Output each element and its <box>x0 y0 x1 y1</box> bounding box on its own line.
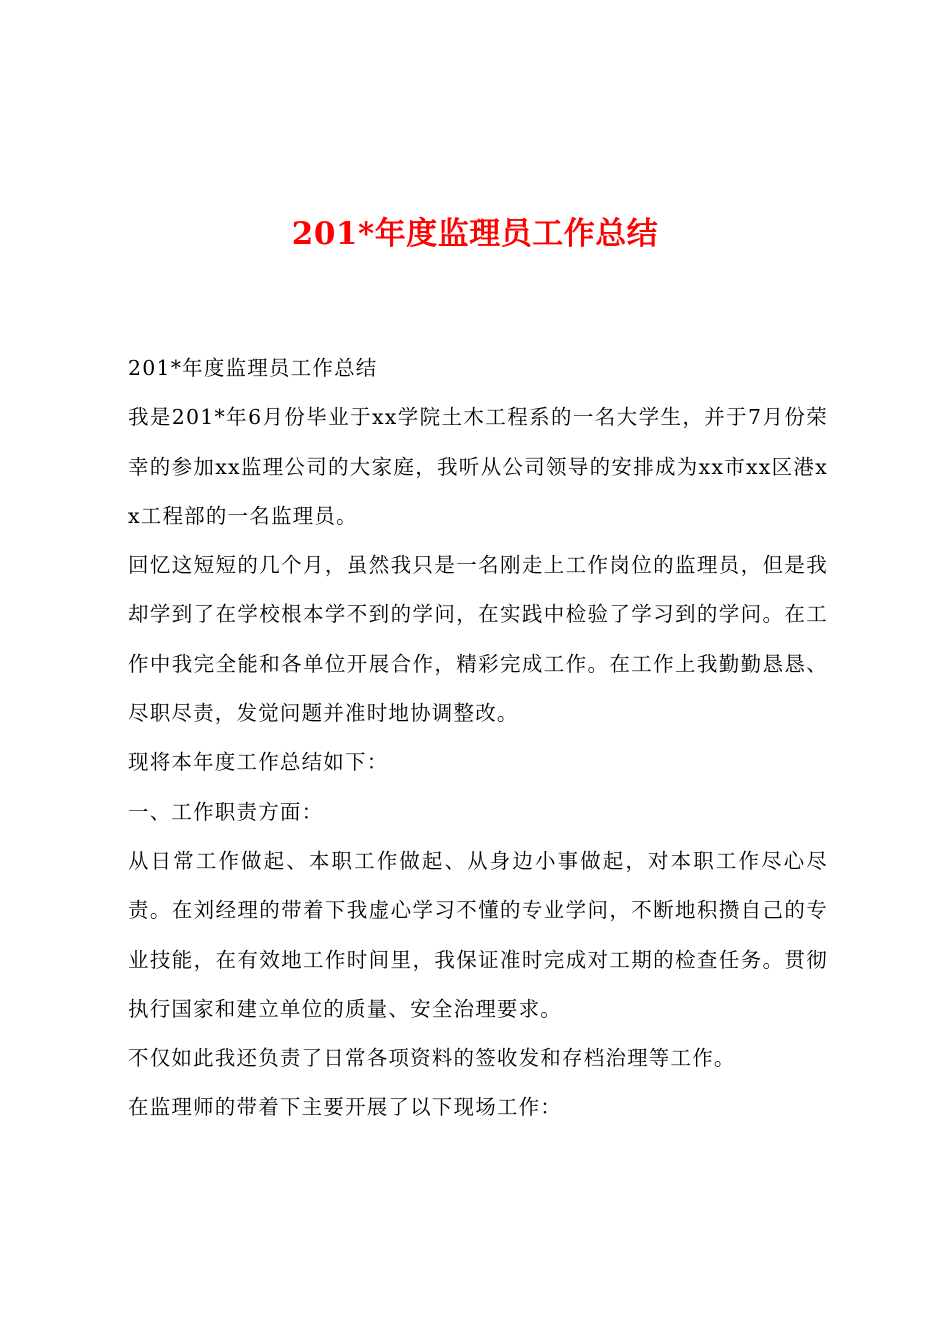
paragraph-introduction: 我是201*年6月份毕业于xx学院土木工程系的一名大学生，并于7月份荣幸的参加xx监理公司的大家庭，我听从公司领导的安排成为xx市xx区港xx工程部的一名监理员。 <box>128 405 828 528</box>
paragraph-summary-lead: 现将本年度工作总结如下： <box>128 750 389 775</box>
paragraph-duties: 从日常工作做起、本职工作做起、从身边小事做起，对本职工作尽心尽责。在刘经理的带着下我虚心学习不懂的专业学问，不断地积攒自己的专业技能，在有效地工作时间里，我保证准时完成对工期的检查任务。贯彻执行国家和建立单位的质量、安全治理要求。 <box>128 848 828 1021</box>
paragraph-site-work-lead: 在监理师的带着下主要开展了以下现场工作： <box>128 1095 562 1120</box>
document-title: 201*年度监理员工作总结 <box>291 216 659 252</box>
paragraph-subtitle: 201*年度监理员工作总结 <box>128 356 378 380</box>
paragraph-documents: 不仅如此我还负责了日常各项资料的签收发和存档治理等工作。 <box>128 1046 736 1071</box>
document-body <box>128 344 828 1133</box>
section-heading-duties: 一、工作职责方面： <box>128 799 324 824</box>
paragraph-reflection: 回忆这短短的几个月，虽然我只是一名刚走上工作岗位的监理员，但是我却学到了在学校根本学不到的学问，在实践中检验了学习到的学问。在工作中我完全能和各单位开展合作，精彩完成工作。在工作上我勤勤恳恳、尽职尽责，发觉问题并准时地协调整改。 <box>128 553 828 726</box>
